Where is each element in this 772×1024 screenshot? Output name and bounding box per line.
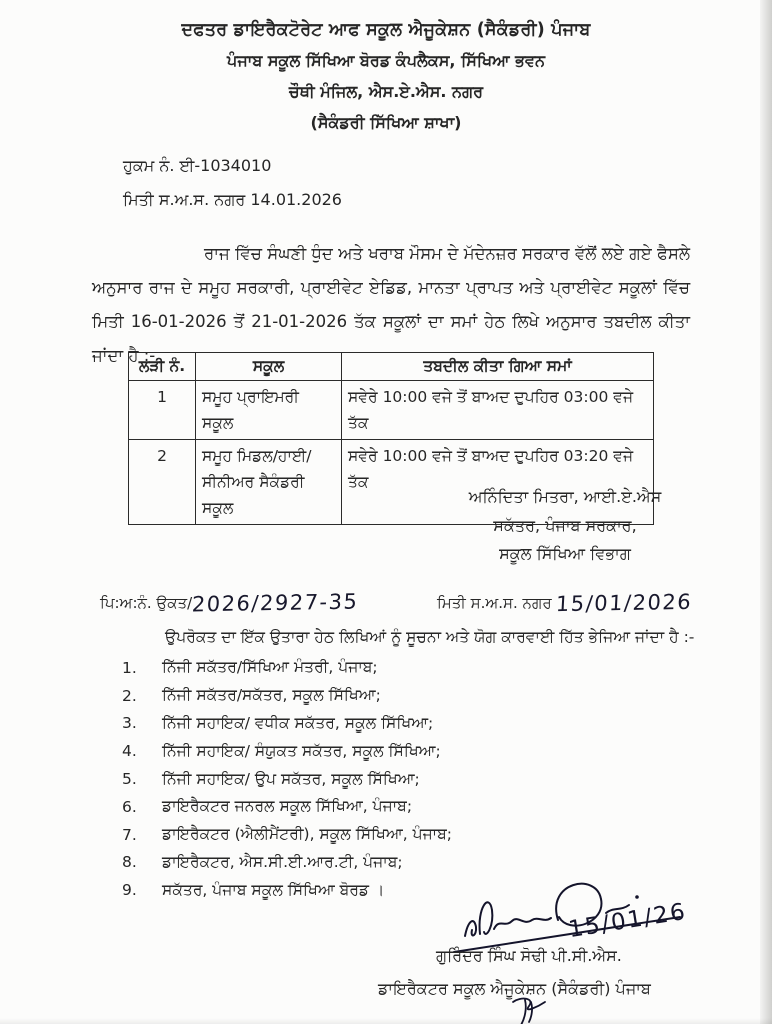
list-item [122, 654, 602, 682]
header-changed-time: ਤਬਦੀਲ ਕੀਤਾ ਗਿਆ ਸਮਾਂ [342, 353, 654, 381]
endorsement-ref-prefix: ਪਿ:ਅ:ਨੰ. ਉਕਤ/ [100, 594, 193, 612]
list-item-text: ਨਿੱਜੀ ਸਕੱਤਰ/ਸਕੱਤਰ, ਸਕੂਲ ਸਿੱਖਿਆ; [162, 686, 381, 705]
list-item-text: ਨਿੱਜੀ ਸਹਾਇਕ/ ਉਪ ਸਕੱਤਰ, ਸਕੂਲ ਸਿੱਖਿਆ; [162, 769, 420, 788]
list-item [122, 793, 602, 821]
endorsement-date-prefix: ਮਿਤੀ ਸ.ਅ.ਸ. ਨਗਰ [437, 594, 557, 612]
office-address-line1: ਪੰਜਾਬ ਸਕੂਲ ਸਿੱਖਿਆ ਬੋਰਡ ਕੰਪਲੈਕਸ, ਸਿੱਖਿਆ ਭਵਨ [227, 51, 545, 70]
signatory-department: ਸਕੂਲ ਸਿੱਖਿਆ ਵਿਭਾਗ [499, 544, 631, 563]
director-name: ਗੁਰਿੰਦਰ ਸਿੰਘ ਸੋਢੀ ਪੀ.ਸੀ.ਐਸ. [436, 946, 622, 965]
office-name: ਦਫਤਰ ਡਾਇਰੈਕਟੋਰੇਟ ਆਫ ਸਕੂਲ ਐਜੂਕੇਸ਼ਨ (ਸੈਕੰਡਰੀ) ਪੰਜਾਬ [181, 20, 591, 40]
table-header-row [129, 353, 654, 381]
order-reference-block [123, 156, 342, 224]
list-item [122, 682, 602, 710]
cell-time: ਸਵੇਰੇ 10:00 ਵਜੇ ਤੋਂ ਬਾਅਦ ਦੁਪਹਿਰ 03:00 ਵਜੇ ਤੱਕ [342, 381, 654, 440]
list-item-text: ਡਾਇਰੈਕਟਰ, ਐਸ.ਸੀ.ਈ.ਆਰ.ਟੀ, ਪੰਜਾਬ; [162, 852, 403, 871]
cell-serial: 2 [129, 440, 196, 525]
header-school: ਸਕੂਲ [196, 353, 342, 381]
list-item-text: ਡਾਇਰੈਕਟਰ (ਐਲੀਮੈਂਟਰੀ), ਸਕੂਲ ਸਿੱਖਿਆ, ਪੰਜਾਬ; [162, 825, 453, 844]
signatory-block [420, 483, 710, 569]
signature-date-handwritten: 15/01/26 [566, 898, 689, 944]
list-item-number: 2. [122, 686, 137, 705]
list-item-number: 7. [122, 825, 137, 844]
scan-bottom-shadow [0, 1018, 772, 1024]
scan-page-edge [760, 0, 772, 1024]
director-designation: ਡਾਇਰੈਕਟਰ ਸਕੂਲ ਐਜੂਕੇਸ਼ਨ (ਸੈਕੰਡਰੀ) ਪੰਜਾਬ [378, 979, 651, 998]
list-item-text: ਨਿੱਜੀ ਸਹਾਇਕ/ ਵਧੀਕ ਸਕੱਤਰ, ਸਕੂਲ ਸਿੱਖਿਆ; [162, 713, 434, 732]
cell-school: ਸਮੂਹ ਮਿਡਲ/ਹਾਈ/ਸੀਨੀਅਰ ਸੈਕੰਡਰੀ ਸਕੂਲ [196, 440, 342, 525]
endorsement-date-handwritten: 15/01/2026 [555, 589, 694, 617]
list-item-text: ਡਾਇਰੈਕਟਰ ਜਨਰਲ ਸਕੂਲ ਸਿੱਖਿਆ, ਪੰਜਾਬ; [162, 797, 413, 816]
endorsement-ref-number-handwritten: 2026/2927-35 [191, 589, 360, 617]
order-body-paragraph: ਰਾਜ ਵਿੱਚ ਸੰਘਣੀ ਧੁੰਦ ਅਤੇ ਖਰਾਬ ਮੌਸਮ ਦੇ ਮੱਦੇਨਜ਼ਰ ਸਰਕਾਰ ਵੱਲੋਂ ਲਏ ਗਏ ਫੈਸਲੇ ਅਨੁਸਾਰ ਰਾਜ ਦੇ ਸਮੂਹ ਸਰਕਾਰੀ, ਪ੍ਰਾਈਵੇਟ ਏਡਿਡ, ਮਾਨਤਾ ਪ੍ਰਾਪਤ ਅਤੇ ਪ੍ਰਾਈਵੇਟ ਸਕੂਲਾਂ ਵਿੱਚ ਮਿਤੀ 16-01-2026 ਤੋਂ 21-01-2026 ਤੱਕ ਸਕੂਲਾਂ ਦਾ ਸਮਾਂ ਹੇਠ ਲਿਖੇ ਅਨੁਸਾਰ ਤਬਦੀਲ ਕੀਤਾ ਜਾਂਦਾ ਹੈ :- [92, 244, 690, 365]
signatory-name: ਅਨਿੰਦਿਤਾ ਮਿਤਰਾ, ਆਈ.ਏ.ਐਸ [468, 487, 662, 506]
header-serial-no: ਲੜੀ ਨੰ. [129, 353, 196, 381]
table-row [129, 381, 654, 440]
list-item [122, 710, 602, 738]
letterhead [56, 20, 716, 133]
list-item-text: ਨਿੱਜੀ ਸਹਾਇਕ/ ਸੰਯੁਕਤ ਸਕੱਤਰ, ਸਕੂਲ ਸਿੱਖਿਆ; [162, 741, 441, 760]
list-item-number: 3. [122, 714, 137, 733]
cell-time: ਸਵੇਰੇ 10:00 ਵਜੇ ਤੋਂ ਬਾਅਦ ਦੁਪਹਿਰ 03:20 ਵਜੇ ਤੱਕ [342, 440, 654, 525]
list-item [122, 821, 602, 849]
list-item [122, 765, 602, 793]
endorsement-date [437, 591, 692, 615]
list-item-number: 4. [122, 742, 137, 761]
endorsement-row [100, 583, 700, 623]
endorsement-ref [100, 591, 358, 615]
forwarding-line: ਉਪਰੋਕਤ ਦਾ ਇੱਕ ਉਤਾਰਾ ਹੇਠ ਲਿਖਿਆਂ ਨੂੰ ਸੂਚਨਾ ਅਤੇ ਯੋਗ ਕਾਰਵਾਈ ਹਿੱਤ ਭੇਜਿਆ ਜਾਂਦਾ ਹੈ :- [165, 628, 695, 646]
list-item-text: ਨਿੱਜੀ ਸਕੱਤਰ/ਸਿੱਖਿਆ ਮੰਤਰੀ, ਪੰਜਾਬ; [162, 658, 378, 677]
cell-school: ਸਮੂਹ ਪ੍ਰਾਇਮਰੀ ਸਕੂਲ [196, 381, 342, 440]
order-number: ਹੁਕਮ ਨੰ. ਈ-1034010 [123, 156, 272, 175]
list-item-text: ਸਕੱਤਰ, ਪੰਜਾਬ ਸਕੂਲ ਸਿੱਖਿਆ ਬੋਰਡ । [162, 880, 385, 899]
list-item-number: 9. [122, 881, 137, 900]
list-item [122, 737, 602, 765]
office-address-line2: ਚੌਥੀ ਮੰਜਿਲ, ਐਸ.ਏ.ਐਸ. ਨਗਰ [288, 82, 484, 101]
list-item-number: 1. [122, 658, 137, 677]
cell-serial: 1 [129, 381, 196, 440]
list-item-number: 6. [122, 797, 137, 816]
list-item-number: 8. [122, 853, 137, 872]
order-date: ਮਿਤੀ ਸ.ਅ.ਸ. ਨਗਰ 14.01.2026 [123, 190, 342, 209]
list-item-number: 5. [122, 770, 137, 789]
office-branch: (ਸੈਕੰਡਰੀ ਸਿੱਖਿਆ ਸ਼ਾਖਾ) [310, 113, 462, 132]
signatory-title: ਸਕੱਤਰ, ਪੰਜਾਬ ਸਰਕਾਰ, [493, 515, 637, 535]
